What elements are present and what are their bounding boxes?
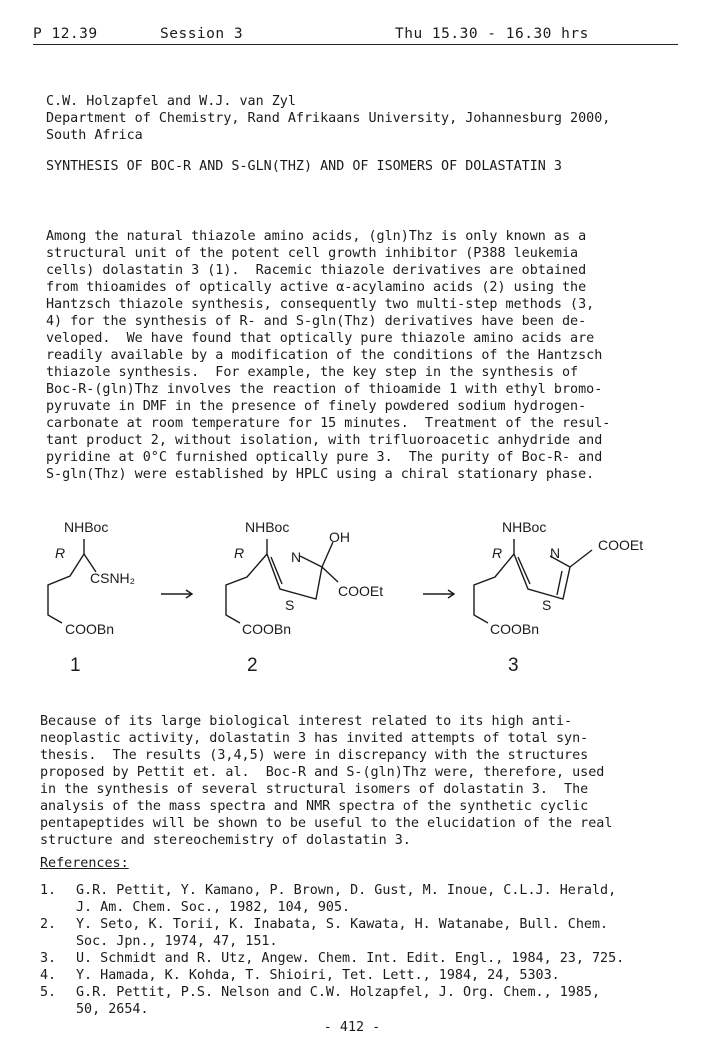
- reference-line: 50, 2654.: [76, 1002, 149, 1017]
- references-heading: [40, 855, 680, 872]
- author-block: [46, 93, 686, 144]
- reference-line: Y. Seto, K. Torii, K. Inabata, S. Kawata, H. Watanabe, Bull. Chem.: [76, 917, 609, 932]
- text-line: readily available by a modification of the conditions of the Hantzsch: [46, 348, 603, 363]
- affiliation-line: Department of Chemistry, Rand Afrikaans University, Johannesburg 2000,: [46, 111, 611, 126]
- reference-line: U. Schmidt and R. Utz, Angew. Chem. Int. Edit. Engl., 1984, 23, 725.: [76, 951, 625, 966]
- compound-2-s: S: [285, 597, 295, 613]
- compound-1-nhboc: NHBoc: [64, 519, 109, 535]
- session-label: Session 3: [160, 26, 244, 42]
- compound-2-coobn: COOBn: [242, 621, 292, 637]
- paper-title: [46, 158, 686, 175]
- compound-3-s: S: [542, 597, 552, 613]
- reference-line: G.R. Pettit, P.S. Nelson and C.W. Holzapfel, J. Org. Chem., 1985,: [76, 985, 601, 1000]
- text-line: neoplastic activity, dolastatin 3 has invited attempts of total syn-: [40, 731, 589, 746]
- text-line: veloped. We have found that optically pure thiazole amino acids are: [46, 331, 595, 346]
- text-line: proposed by Pettit et. al. Boc-R and S-(gln)Thz were, therefore, used: [40, 765, 605, 780]
- text-line: Hantzsch thiazole synthesis, consequently two multi-step methods (3,: [46, 297, 595, 312]
- reference-line: J. Am. Chem. Soc., 1982, 104, 905.: [76, 900, 351, 915]
- reference-number: 5.: [40, 985, 57, 1000]
- compound-2-n: N: [291, 549, 302, 565]
- compound-3-n: N: [550, 545, 561, 561]
- reaction-scheme: [40, 505, 680, 685]
- reference-number: 2.: [40, 917, 57, 932]
- compound-1-label: 1: [70, 655, 81, 676]
- reference-line: Soc. Jpn., 1974, 47, 151.: [76, 934, 278, 949]
- compound-3-label: 3: [508, 655, 519, 676]
- text-line: pentapeptides will be shown to be useful to the elucidation of the real: [40, 816, 613, 831]
- text-line: thesis. The results (3,4,5) were in discrepancy with the structures: [40, 748, 589, 763]
- session-time: Thu 15.30 - 16.30 hrs: [395, 26, 589, 42]
- compound-3-cooet: COOEt: [598, 537, 644, 553]
- text-line: carbonate at room temperature for 15 minutes. Treatment of the resul-: [46, 416, 611, 431]
- text-line: thiazole synthesis. For example, the key step in the synthesis of: [46, 365, 579, 380]
- reference-number: 3.: [40, 951, 57, 966]
- reference-line: Y. Hamada, K. Kohda, T. Shioiri, Tet. Lett., 1984, 24, 5303.: [76, 968, 560, 983]
- compound-1-csnh2: CSNH₂: [90, 570, 136, 586]
- page-number-text: - 412 -: [323, 1020, 381, 1035]
- reference-number: 1.: [40, 883, 57, 898]
- text-line: Boc-R-(gln)Thz involves the reaction of thioamide 1 with ethyl bromo-: [46, 382, 603, 397]
- page-number: [0, 1016, 704, 1036]
- text-line: Among the natural thiazole amino acids, (gln)Thz is only known as a: [46, 229, 587, 244]
- text-line: structural unit of the potent cell growth inhibitor (P388 leukemia: [46, 246, 579, 261]
- text-line: pyridine at 0°C furnished optically pure 3. The purity of Boc-R- and: [46, 450, 603, 465]
- session-header: [33, 26, 678, 45]
- text-line: from thioamides of optically active α-acylamino acids (2) using the: [46, 280, 587, 295]
- compound-2-cooet: COOEt: [338, 583, 384, 599]
- compound-2-oh: OH: [329, 529, 350, 545]
- text-line: in the synthesis of several structural isomers of dolastatin 3. The: [40, 782, 589, 797]
- author-names: C.W. Holzapfel and W.J. van Zyl: [46, 94, 296, 109]
- text-line: analysis of the mass spectra and NMR spectra of the synthetic cyclic: [40, 799, 589, 814]
- reference-line: G.R. Pettit, Y. Kamano, P. Brown, D. Gust, M. Inoue, C.L.J. Herald,: [76, 883, 617, 898]
- paper-title-text: SYNTHESIS OF BOC-R AND S-GLN(THZ) AND OF ISOMERS OF DOLASTATIN 3: [46, 159, 562, 174]
- text-line: cells) dolastatin 3 (1). Racemic thiazole derivatives are obtained: [46, 263, 587, 278]
- compound-3-nhboc: NHBoc: [502, 519, 547, 535]
- page-code: P 12.39: [33, 26, 98, 42]
- compound-2-nhboc: NHBoc: [245, 519, 290, 535]
- compound-2-r: R: [234, 545, 245, 561]
- text-line: S-gln(Thz) were established by HPLC using a chiral stationary phase.: [46, 467, 595, 482]
- abstract-paragraph-1: [46, 228, 686, 483]
- references-heading-text: References:: [40, 856, 129, 871]
- text-line: tant product 2, without isolation, with trifluoroacetic anhydride and: [46, 433, 603, 448]
- affiliation-line: South Africa: [46, 128, 143, 143]
- text-line: pyruvate in DMF in the presence of finely powdered sodium hydrogen-: [46, 399, 587, 414]
- compound-3-coobn: COOBn: [490, 621, 540, 637]
- text-line: structure and stereochemistry of dolastatin 3.: [40, 833, 411, 848]
- compound-2-label: 2: [247, 655, 258, 676]
- text-line: 4) for the synthesis of R- and S-gln(Thz) derivatives have been de-: [46, 314, 587, 329]
- compound-1-coobn: COOBn: [65, 621, 115, 637]
- reference-number: 4.: [40, 968, 57, 983]
- abstract-paragraph-2: [40, 713, 680, 849]
- compound-1-r: R: [55, 545, 66, 561]
- text-line: Because of its large biological interest related to its high anti-: [40, 714, 573, 729]
- compound-3-r: R: [492, 545, 503, 561]
